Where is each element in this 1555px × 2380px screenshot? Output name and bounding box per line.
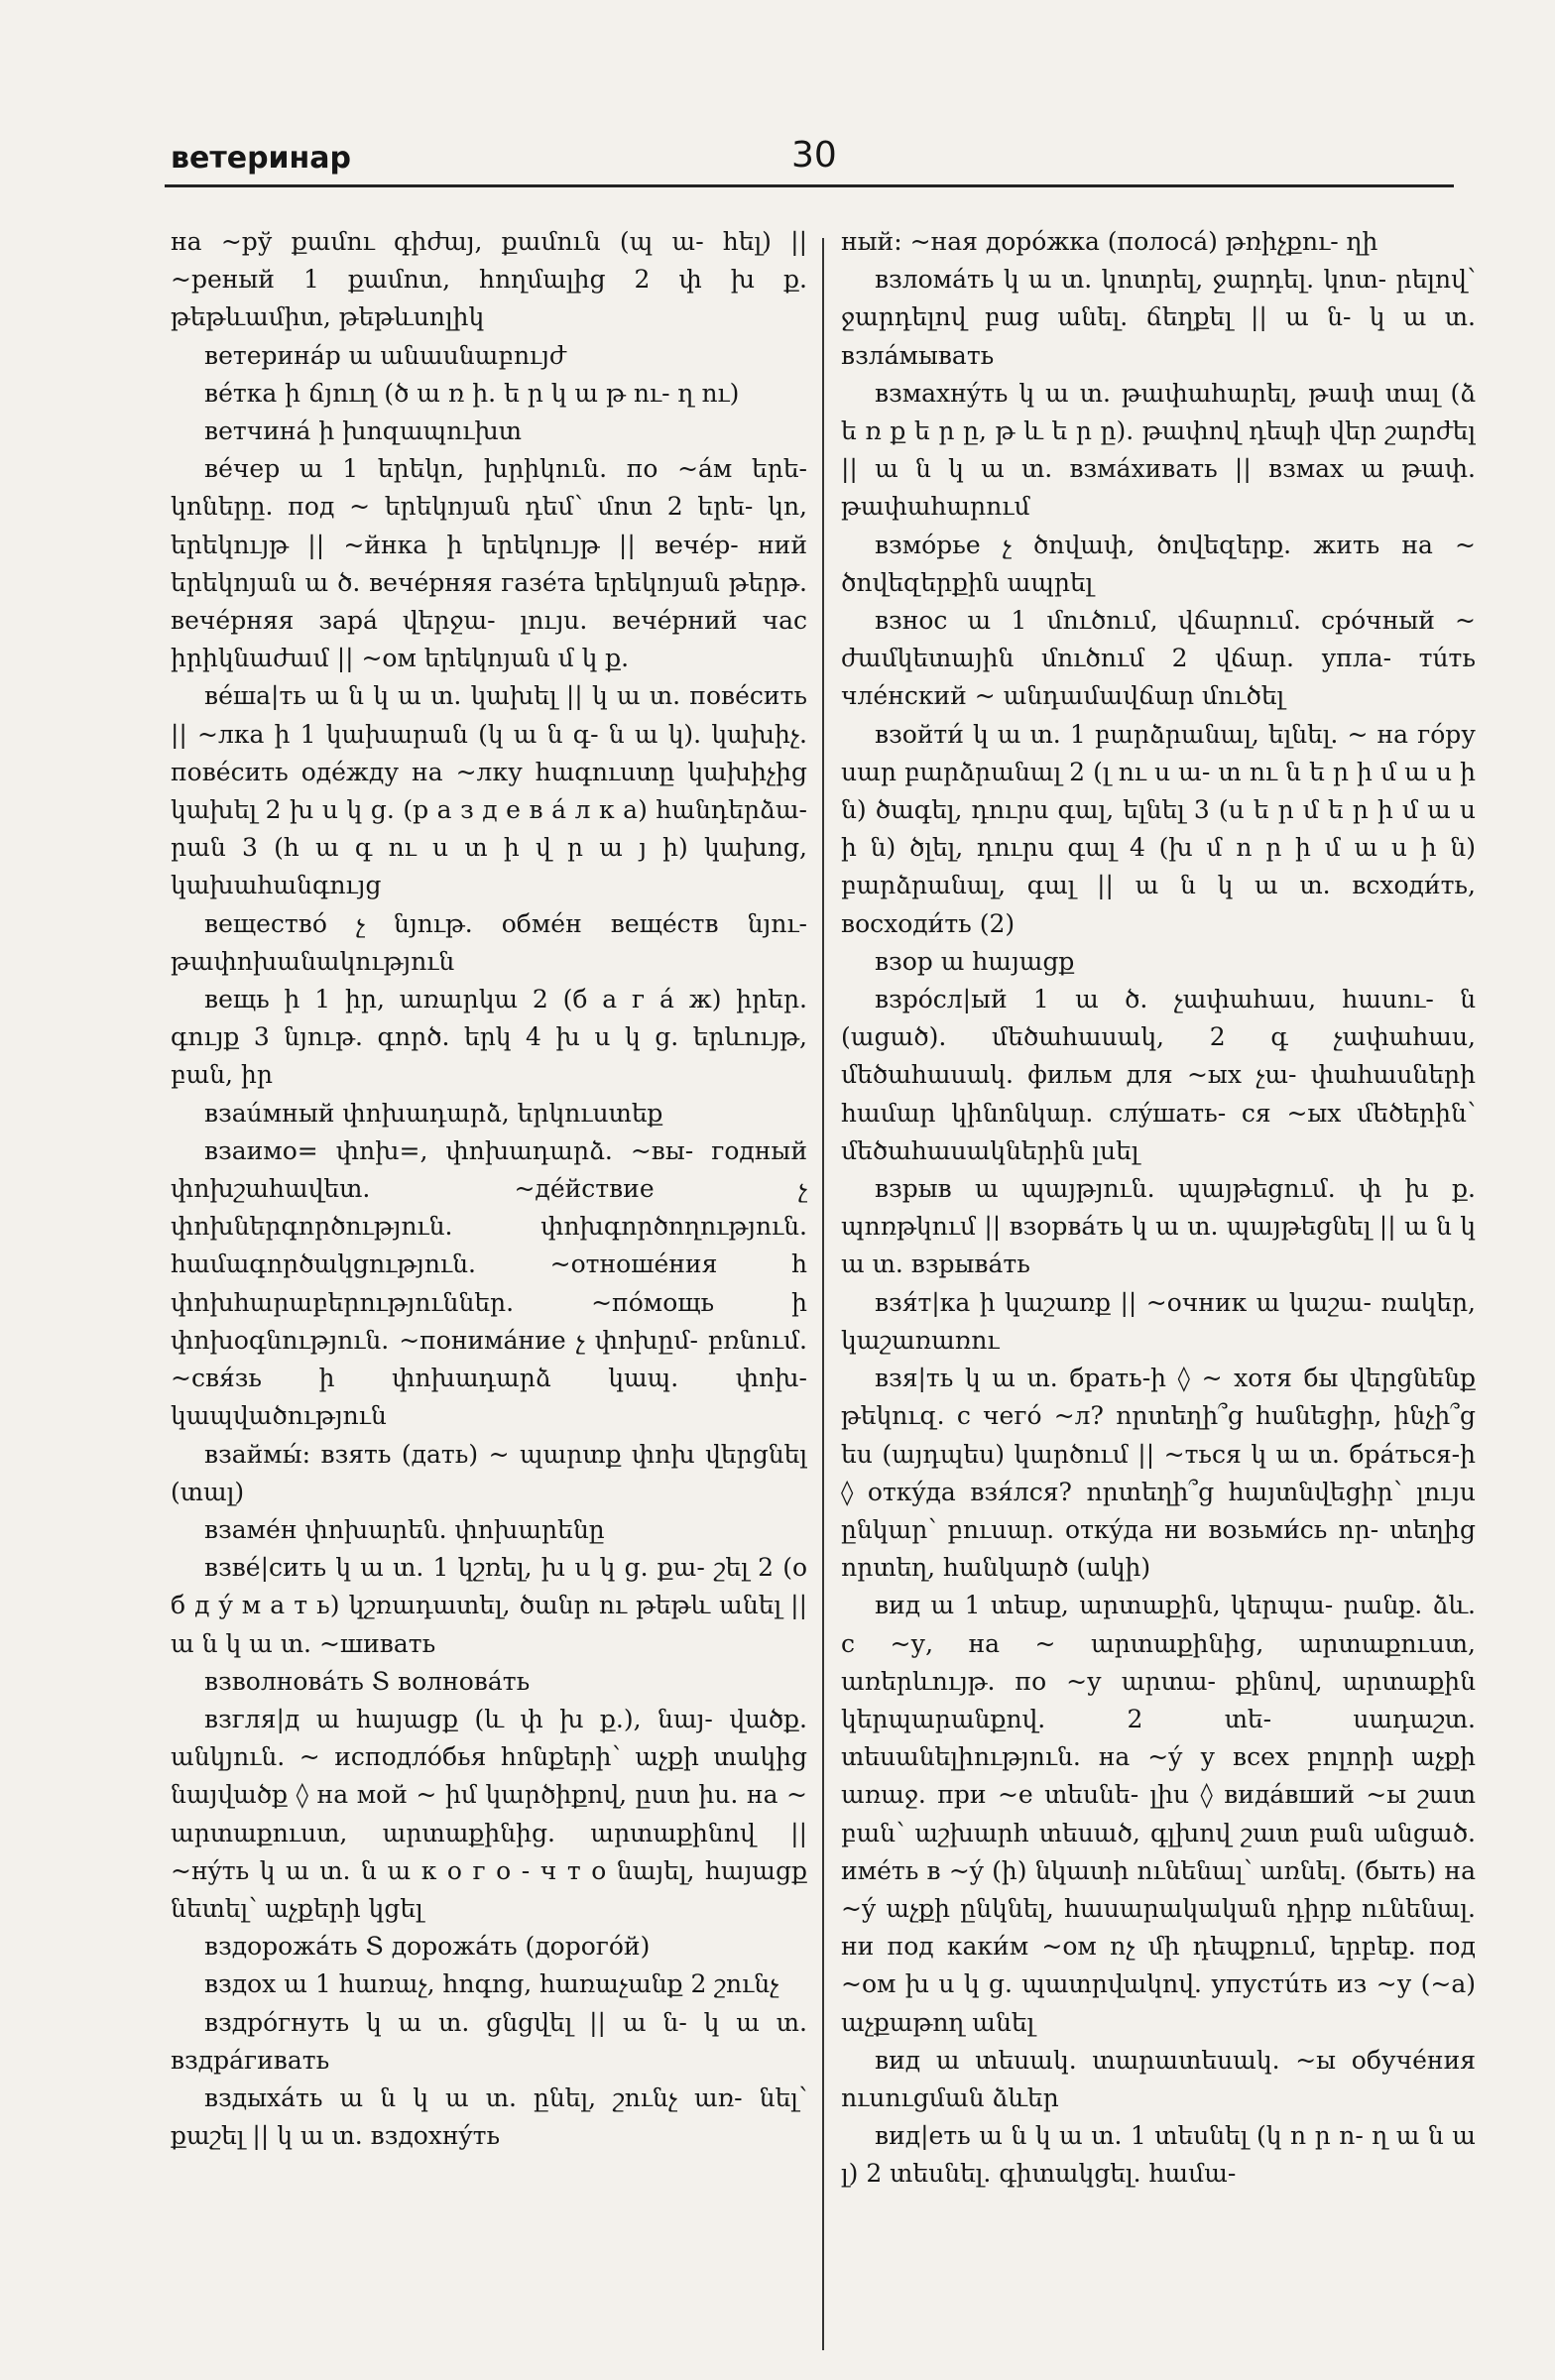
entry: взор ա հայացք: [875, 946, 1075, 976]
header-rule: [165, 184, 1454, 187]
entry: взнос ա 1 մուծում, վճարում. срóчный ~ ժամկետային մուծում 2 վճար. упла- тúть члéнский ~ անդամավճար մուծել: [841, 606, 1476, 711]
entry: взломáть կ ա տ. կոտրել, ջարդել. կոտ- րելով՝ ջարդելով բաց անել. ճեղքել || ա ն- կ ա տ. взлáмывать: [841, 265, 1476, 370]
entry: взаймы́: взять (дать) ~ պարտք փոխ վերցնել (տալ): [171, 1439, 807, 1506]
entry: вздох ա 1 հառաչ, հոգոց, հառաչանք 2 շունչ: [204, 1969, 779, 1999]
entry: взаимо= փոխ=, փոխադարձ. ~вы- годный փոխշահավետ. ~дéйствие չ փոխներգործություն. փոխգործողություն. համագործակցություն. ~отношéния հ փոխհարաբերություններ. ~пóмощь ի փոխօգնություն. ~понимáние չ փոխըմ- բռնում. ~свя́зь ի փոխադարձ կապ. փոխ- կապվածություն: [171, 1135, 807, 1431]
entry: взвé|сить կ ա տ. 1 կշռել, խ ս կ ց. քա- շել 2 (о б д ý м а т ь) կշռադատել, ծանր ու թեթև անել || ա ն կ ա տ. ~шивать: [171, 1553, 807, 1658]
entry: взмахнýть կ ա տ. թափահարել, թափ տալ (ձ ե ռ ք ե ր ը, թ և ե ր ը). թափով դեպի վեր շարժել || ա ն կ ա տ. взмáхивать || взмах ա թափ. թափահարում: [841, 378, 1476, 522]
entry: вéчер ա 1 երեկո, խրիկուն. по ~áм երե- կոները. под ~ երեկոյան դեմ՝ մոտ 2 երե- կո, երեկույթ || ~йнка ի երեկույթ || вечéр- ний երեկոյան ա ծ. вечéрняя газéта երեկոյան թերթ. вечéрняя зарá վերջա- լույս. вечéрний час իրիկնաժամ || ~ом երեկոյան մ կ ք.: [171, 454, 807, 673]
entry: ветеринáр ա անասնաբույժ: [204, 340, 566, 370]
running-head: ветеринар: [171, 141, 352, 176]
entry: вéтка ի ճյուղ (ծ ա ռ ի. ե ր կ ա թ ու- ղ ու): [204, 378, 740, 408]
entry: взрыв ա պայթյուն. պայթեցում. փ խ ք. պոռթկում || взорвáть կ ա տ. պայթեցնել || ա ն կ ա տ. взрывáть: [841, 1174, 1476, 1279]
entry: взойти́ կ ա տ. 1 բարձրանալ, ելնել. ~ на гóру սար բարձրանալ 2 (լ ու ս ա- տ ու ն ե ր ի մ ա ս ի ն) ծագել, դուրս գալ, ելնել 3 (ս ե ր մ ե ր ի մ ա ս ի ն) ծլել, դուրս գալ 4 (խ մ ո ր ի մ ա ս ի ն) բարձրանալ, գալ || ա ն կ ա տ. всходи́ть, восходи́ть (2): [841, 719, 1476, 938]
column-divider: [822, 238, 824, 2350]
page-number: 30: [791, 135, 837, 176]
entry: вид ա 1 տեսք, արտաքին, կերպա- րանք. ձև. с ~у, на ~ արտաքինից, արտաքուստ, առերևույթ. по ~у արտա- քինով, արտաքին կերպարանքով. 2 տե- սադաշտ. տեսանելիություն. на ~ý у всех բոլորի աչքի առաջ. при ~е տեսնե- լիս ◊ видáвший ~ы շատ բան՝ աշխարհ տեսած, գլխով շատ բան անցած. имéть в ~ý (ի) նկատի ունենալ՝ առնել. (быть) на ~ý աչքի ընկնել, հասարակական դիրք ունենալ. ни под каки́м ~ом ոչ մի դեպքում, երբեք. под ~ом խ ս կ ց. պատրվակով. упустúть из ~у (~а) աչքաթող անել: [841, 1591, 1476, 2037]
entry: взволновáть Տ волновáть: [204, 1666, 531, 1696]
entry: ный: ~ная дорóжка (полосá) թռիչքու- ղի: [841, 227, 1378, 256]
entry: взя́т|ка ի կաշառք || ~очник ա կաշա- ռակեր, կաշառառու: [841, 1287, 1476, 1355]
entry: взя|ть կ ա տ. брать-ի ◊ ~ хотя бы վերցնենք թեկուզ. с чегó ~л? որտեղի՞ց հանեցիր, ինչի՞ց ես (այդպես) կարծում || ~ться կ ա տ. брáться-ի ◊ откýда взя́лся? որտեղի՞ց հայտնվեցիր՝ լույս ընկար՝ բուսար. откýда ни возьми́сь որ- տեղից որտեղ, հանկարծ (ակի): [841, 1364, 1476, 1583]
entry: вещь ի 1 իր, առարկա 2 (б а г á ж) իրեր. գույք 3 նյութ. գործ. երկ 4 խ ս կ ց. երևույթ, բան, իր: [171, 985, 807, 1090]
entry: взмóрье չ ծովափ, ծովեզերք. жить на ~ ծովեզերքին ապրել: [841, 530, 1476, 597]
entry: взаúмный փոխադարձ, երկուստեք: [204, 1098, 663, 1128]
entry: вéша|ть ա ն կ ա տ. կախել || կ ա տ. повéсить || ~лка ի 1 կախարան (կ ա ն գ- ն ա կ). կախիչ. повéсить одéжду на ~лку հագուստը կախիչից կախել 2 խ ս կ ց. (р а з д е в á л к а) հանդերձա- րան 3 (հ ա գ ու ս տ ի վ ր ա յ ի) կախոց, կախահանգույց: [171, 681, 807, 900]
entry: взамéн փոխարեն. փոխարենը: [204, 1514, 605, 1544]
entry: взгля|д ա հայացք (և փ խ ք.), նայ- վածք. անկյուն. ~ исподлóбья հոնքերի՝ աչքի տակից նայվածք ◊ на мой ~ իմ կարծիքով, ըստ իս. на ~ արտաքուստ, արտաքինից. արտաքինով || ~нýть կ ա տ. ն ա к о г о - ч т о նայել, հայացք նետել՝ աչքերի կցել: [171, 1704, 807, 1923]
page-header: [145, 119, 1454, 182]
entry: вид ա տեսակ. տարատեսակ. ~ы обучéния ուսուցման ձևեր: [841, 2045, 1476, 2112]
entry: вздыхáть ա ն կ ա տ. ընել, շունչ առ- նել՝ քաշել || կ ա տ. вздохнýть: [171, 2082, 807, 2151]
entry: вид|еть ա ն կ ա տ. 1 տեսնել (կ ո ր ո- ղ ա ն ա լ) 2 տեսնել. գիտակցել. համա-: [841, 2121, 1476, 2189]
left-column: [171, 223, 807, 2335]
entry: вздрóгнуть կ ա տ. ցնցվել || ա ն- կ ա տ. вздрáгивать: [171, 2007, 807, 2075]
right-column: [841, 223, 1476, 2335]
entry: ветчинá ի խոզապուխտ: [204, 416, 523, 446]
entry: веществó չ նյութ. обмéн вещéств նյու- թափոխանակություն: [171, 908, 807, 976]
entry: взрóсл|ый 1 ա ծ. չափահաս, հասու- ն (ացած). մեծահասակ, 2 գ չափահաս, մեծահասակ. фильм для ~ых չա- փահասների համար կինոնկար. слýшать- ся ~ых մեծերին՝ մեծահասակներին լսել: [841, 985, 1476, 1165]
entry: вздорожáть Տ дорожáть (дорогóй): [204, 1932, 651, 1962]
entry: на ~рў քամու գիժայ, քամուն (պ ա- հել) || ~реный 1 քամոտ, հողմալից 2 փ խ ք. թեթևամիտ, թեթևսոլիկ: [171, 227, 807, 332]
